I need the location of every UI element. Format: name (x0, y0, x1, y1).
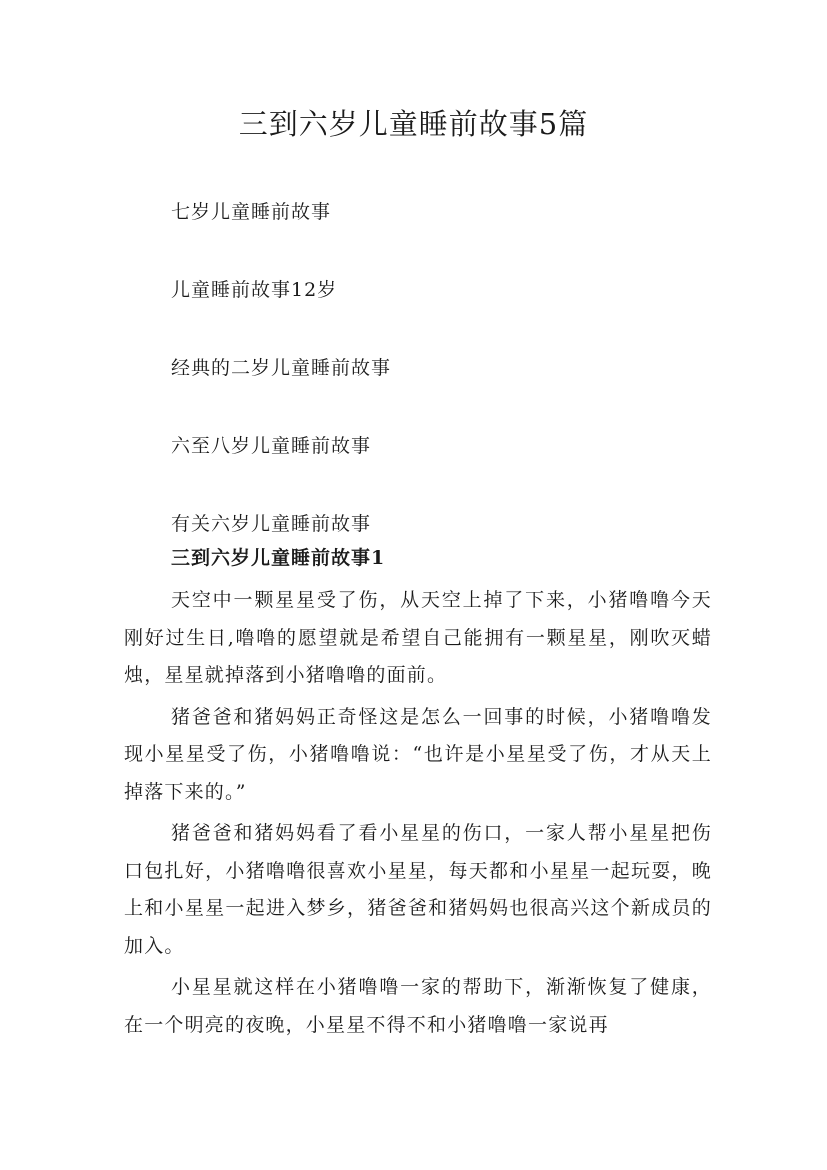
related-title-item: 有关六岁儿童睡前故事 (171, 513, 372, 535)
related-title-item: 经典的二岁儿童睡前故事 (171, 357, 392, 379)
document-title: 三到六岁儿童睡前故事5篇 (238, 107, 589, 141)
related-titles-list (171, 195, 731, 585)
story-paragraph: 猪爸爸和猪妈妈正奇怪这是怎么一回事的时候，小猪噜噜发现小星星受了伤，小猪噜噜说：“也许是小星星受了伤，才从天上掉落下来的。” (124, 705, 712, 803)
story-heading: 三到六岁儿童睡前故事1 (171, 547, 386, 569)
story-body (124, 582, 712, 1048)
story-paragraph: 小星星就这样在小猪噜噜一家的帮助下，渐渐恢复了健康，在一个明亮的夜晚，小星星不得不和小猪噜噜一家说再 (124, 976, 712, 1036)
story-paragraph: 猪爸爸和猪妈妈看了看小星星的伤口，一家人帮小星星把伤口包扎好，小猪噜噜很喜欢小星星，每天都和小星星一起玩耍，晚上和小星星一起进入梦乡，猪爸爸和猪妈妈也很高兴这个新成员的加入。 (124, 822, 712, 957)
related-title-item: 七岁儿童睡前故事 (171, 201, 332, 223)
related-title-item: 儿童睡前故事12岁 (171, 279, 338, 301)
related-title-item: 六至八岁儿童睡前故事 (171, 435, 372, 457)
story-paragraph: 天空中一颗星星受了伤，从天空上掉了下来，小猪噜噜今天刚好过生日,噜噜的愿望就是希望自己能拥有一颗星星，刚吹灭蜡烛，星星就掉落到小猪噜噜的面前。 (124, 589, 712, 686)
